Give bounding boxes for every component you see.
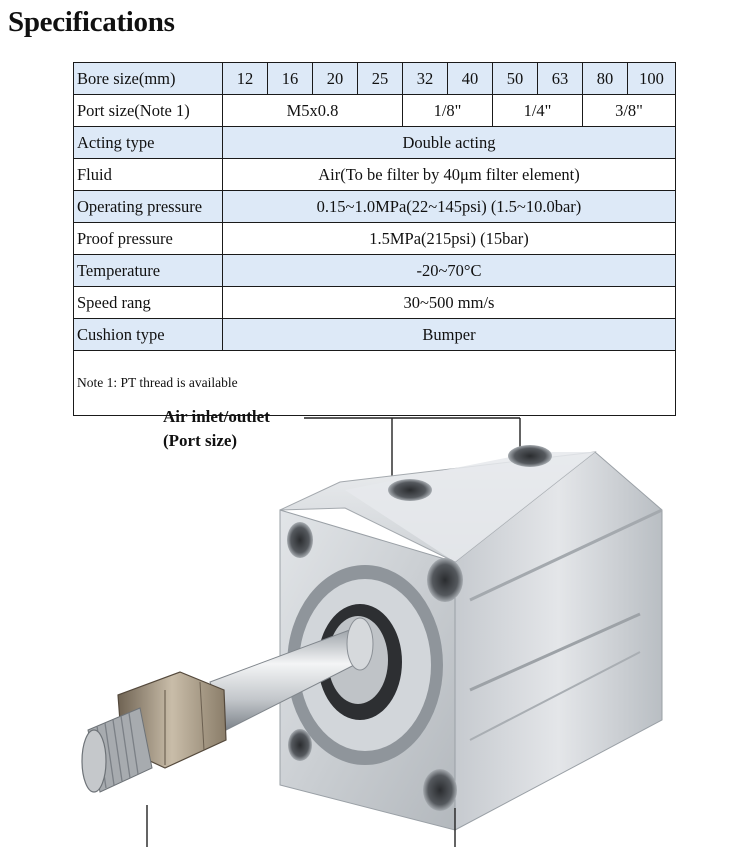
callout-line-2: (Port size) [163, 431, 238, 450]
table-row-cushion-type [74, 319, 676, 351]
row-label: Operating pressure [74, 191, 223, 223]
port-value: M5x0.8 [223, 95, 403, 127]
bore-value: 80 [583, 63, 628, 95]
table-row-fluid [74, 159, 676, 191]
row-value: 0.15~1.0MPa(22~145psi) (1.5~10.0bar) [223, 191, 676, 223]
table-row-acting-type [74, 127, 676, 159]
table-row-port-size [74, 95, 676, 127]
table-row-operating-pressure [74, 191, 676, 223]
bore-value: 50 [493, 63, 538, 95]
bore-value: 100 [628, 63, 676, 95]
row-value: Bumper [223, 319, 676, 351]
bore-value: 63 [538, 63, 583, 95]
row-value: Air(To be filter by 40μm filter element) [223, 159, 676, 191]
bore-value: 25 [358, 63, 403, 95]
table-row-temperature [74, 255, 676, 287]
row-label: Proof pressure [74, 223, 223, 255]
row-value: Double acting [223, 127, 676, 159]
row-label: Cushion type [74, 319, 223, 351]
row-value: 1.5MPa(215psi) (15bar) [223, 223, 676, 255]
row-label: Fluid [74, 159, 223, 191]
bore-value: 40 [448, 63, 493, 95]
port-value: 1/8" [403, 95, 493, 127]
row-value: 30~500 mm/s [223, 287, 676, 319]
table-row-bore-size [74, 63, 676, 95]
table-row-speed [74, 287, 676, 319]
row-value: -20~70°C [223, 255, 676, 287]
port-value: 3/8" [583, 95, 676, 127]
row-label: Bore size(mm) [74, 63, 223, 95]
row-label: Acting type [74, 127, 223, 159]
table-row-proof-pressure [74, 223, 676, 255]
bore-value: 16 [268, 63, 313, 95]
bore-value: 12 [223, 63, 268, 95]
page-title: Specifications [8, 6, 175, 38]
callout-line-1: Air inlet/outlet [163, 407, 270, 426]
footnote: Note 1: PT thread is available [74, 351, 676, 416]
specifications-table [73, 62, 676, 416]
row-label: Temperature [74, 255, 223, 287]
row-label: Speed rang [74, 287, 223, 319]
bore-value: 32 [403, 63, 448, 95]
row-label: Port size(Note 1) [74, 95, 223, 127]
port-value: 1/4" [493, 95, 583, 127]
bore-value: 20 [313, 63, 358, 95]
compact-air-cylinder-icon [0, 390, 750, 847]
